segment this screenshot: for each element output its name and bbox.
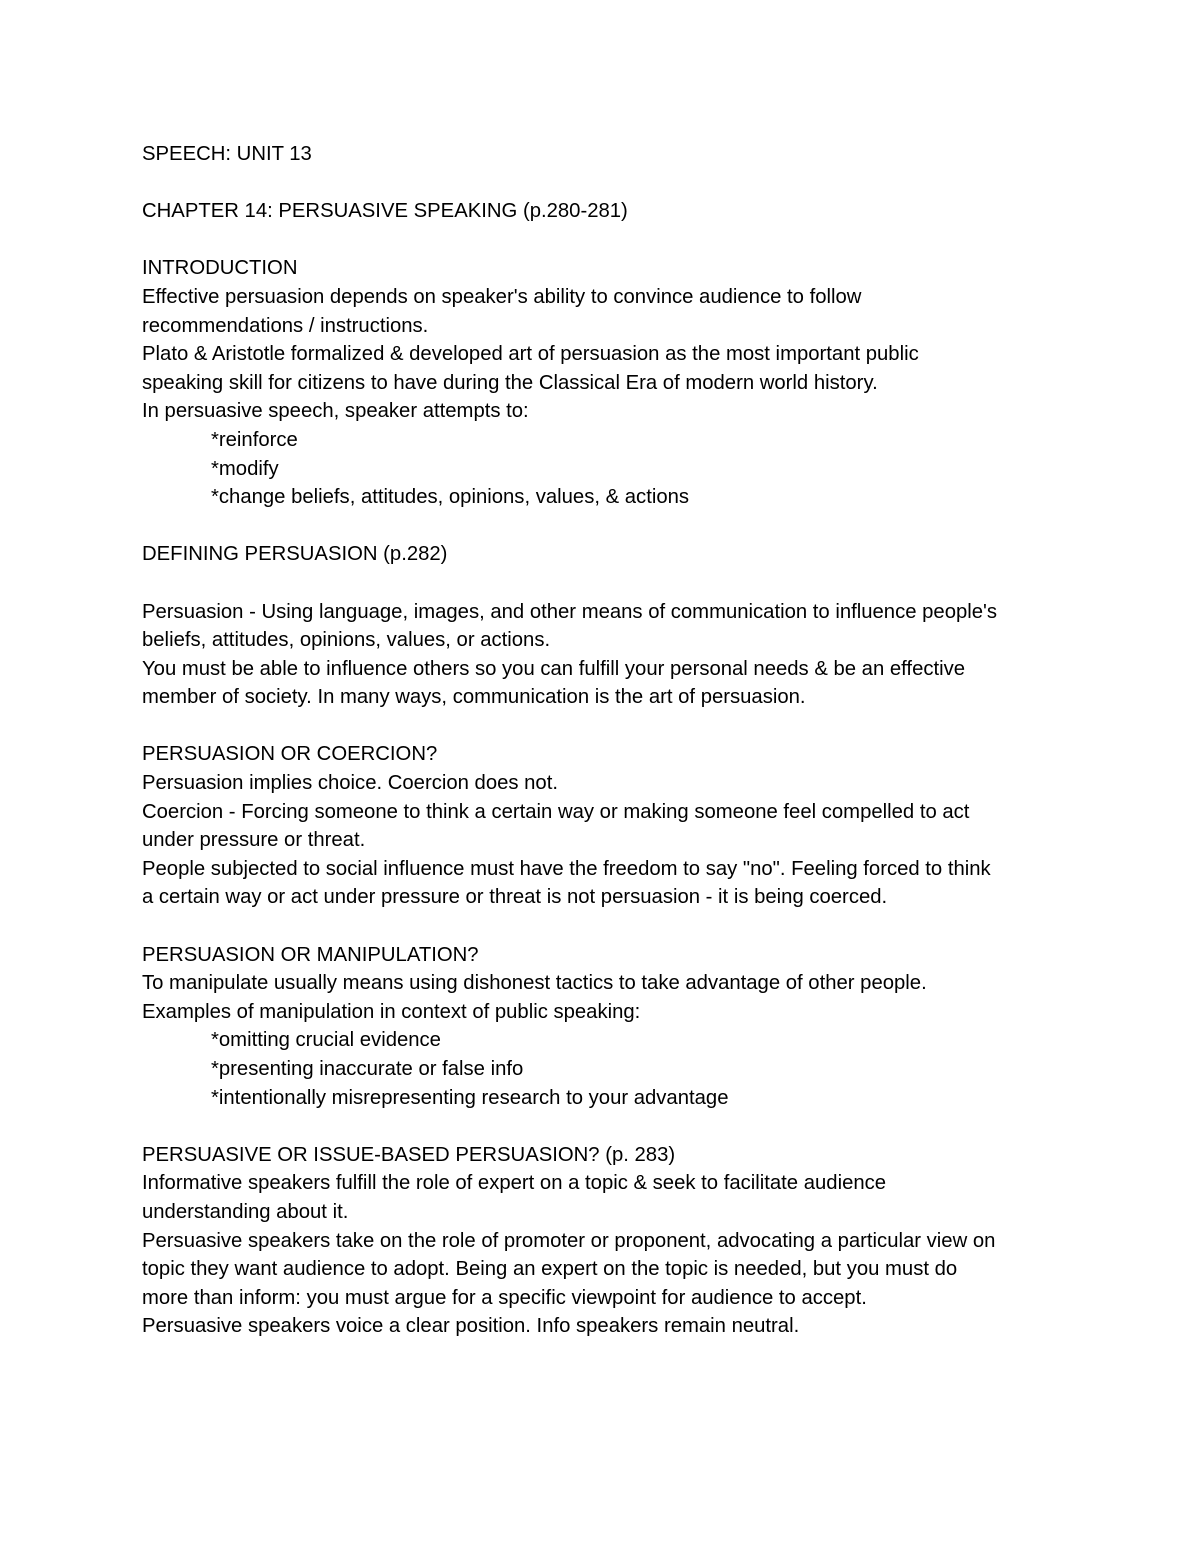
- paragraph-line: Persuasion - Using language, images, and other means of communication to influence people's: [142, 600, 998, 623]
- paragraph-line: Coercion - Forcing someone to think a certain way or making someone feel compelled to act: [142, 800, 970, 823]
- paragraph-line: recommendations / instructions.: [142, 314, 429, 337]
- spacer: [142, 512, 1082, 541]
- list-item: *change beliefs, attitudes, opinions, values, & actions: [211, 486, 690, 509]
- paragraph-line: Persuasion implies choice. Coercion does not.: [142, 772, 558, 795]
- paragraph-line: Effective persuasion depends on speaker's ability to convince audience to follow: [142, 285, 862, 308]
- paragraph-line: topic they want audience to adopt. Being an expert on the topic is needed, but you must do: [142, 1258, 958, 1281]
- chapter-heading: CHAPTER 14: PERSUASIVE SPEAKING (p.280-281): [142, 200, 628, 223]
- spacer: [142, 169, 1082, 198]
- paragraph-line: Plato & Aristotle formalized & developed art of persuasion as the most important public: [142, 343, 919, 366]
- list-item: *modify: [211, 457, 279, 480]
- document-body: [142, 140, 1082, 1341]
- paragraph-line: under pressure or threat.: [142, 829, 366, 852]
- paragraph-line: To manipulate usually means using dishonest tactics to take advantage of other people.: [142, 972, 927, 995]
- paragraph-line: In persuasive speech, speaker attempts to:: [142, 400, 529, 423]
- paragraph-line: Persuasive speakers take on the role of promoter or proponent, advocating a particular view on: [142, 1229, 996, 1252]
- paragraph-line: speaking skill for citizens to have during the Classical Era of modern world history.: [142, 371, 878, 394]
- list-item: *omitting crucial evidence: [211, 1029, 441, 1052]
- paragraph-line: You must be able to influence others so you can fulfill your personal needs & be an effective: [142, 657, 966, 680]
- spacer: [142, 912, 1082, 941]
- paragraph-line: beliefs, attitudes, opinions, values, or actions.: [142, 629, 551, 652]
- section-heading-manipulation: PERSUASION OR MANIPULATION?: [142, 943, 479, 966]
- spacer: [142, 712, 1082, 741]
- paragraph-line: People subjected to social influence must have the freedom to say "no". Feeling forced to think: [142, 857, 991, 880]
- list-item: *presenting inaccurate or false info: [211, 1058, 524, 1080]
- section-heading-coercion: PERSUASION OR COERCION?: [142, 743, 438, 766]
- paragraph-line: understanding about it.: [142, 1200, 349, 1223]
- paragraph-line: member of society. In many ways, communication is the art of persuasion.: [142, 686, 806, 709]
- spacer: [142, 226, 1082, 255]
- paragraph-line: Informative speakers fulfill the role of expert on a topic & seek to facilitate audience: [142, 1172, 887, 1195]
- section-heading-issue-based: PERSUASIVE OR ISSUE-BASED PERSUASION? (p. 283): [142, 1143, 676, 1166]
- paragraph-line: Persuasive speakers voice a clear position. Info speakers remain neutral.: [142, 1315, 800, 1338]
- paragraph-line: Examples of manipulation in context of public speaking:: [142, 1000, 641, 1023]
- paragraph-line: more than inform: you must argue for a specific viewpoint for audience to accept.: [142, 1286, 867, 1309]
- spacer: [142, 1112, 1082, 1141]
- document-title: SPEECH: UNIT 13: [142, 143, 312, 165]
- section-heading-introduction: INTRODUCTION: [142, 257, 298, 280]
- paragraph-line: a certain way or act under pressure or threat is not persuasion - it is being coerced.: [142, 886, 888, 909]
- section-heading-defining: DEFINING PERSUASION (p.282): [142, 543, 448, 566]
- spacer: [142, 569, 1082, 598]
- list-item: *intentionally misrepresenting research to your advantage: [211, 1086, 729, 1109]
- list-item: *reinforce: [211, 428, 298, 451]
